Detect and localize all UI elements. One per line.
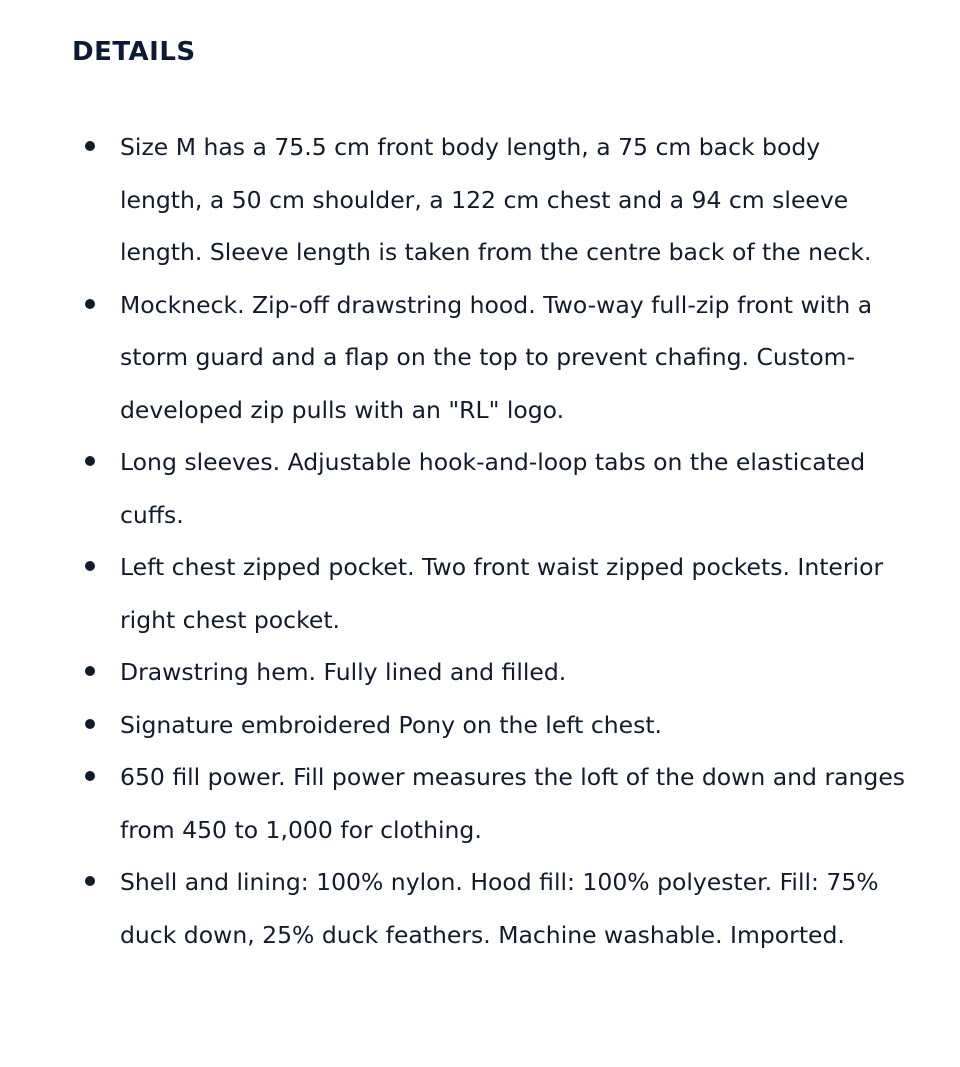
detail-text: Signature embroidered Pony on the left chest.: [120, 710, 663, 739]
detail-text: 650 fill power. Fill power measures the loft of the down and ranges from 450 to 1,000 for clothing.: [120, 763, 906, 844]
details-heading: DETAILS: [72, 37, 196, 67]
detail-text: Mockneck. Zip-off drawstring hood. Two-way full-zip front with a storm guard and a flap on the top to prevent chafing. Custom-developed zip pulls with an "RL" logo.: [120, 290, 873, 424]
detail-item-size: [120, 121, 910, 279]
detail-item-sleeves: [120, 436, 910, 541]
details-list: [120, 121, 910, 961]
detail-item-pony: [120, 699, 910, 752]
bullet-icon: [85, 666, 95, 676]
bullet-icon: [85, 719, 95, 729]
detail-item-fill-power: [120, 751, 910, 856]
bullet-icon: [85, 561, 95, 571]
detail-text: Long sleeves. Adjustable hook-and-loop tabs on the elasticated cuffs.: [120, 448, 866, 529]
bullet-icon: [85, 876, 95, 886]
bullet-icon: [85, 771, 95, 781]
detail-text: Left chest zipped pocket. Two front waist zipped pockets. Interior right chest pocket.: [120, 553, 884, 634]
detail-item-materials: [120, 856, 910, 961]
bullet-icon: [85, 141, 95, 151]
bullet-icon: [85, 456, 95, 466]
detail-item-pockets: [120, 541, 910, 646]
detail-item-mockneck: [120, 279, 910, 437]
detail-item-hem: [120, 646, 910, 699]
detail-text: Shell and lining: 100% nylon. Hood fill: 100% polyester. Fill: 75% duck down, 25% duck feathers. Machine washable. Imported.: [120, 868, 879, 949]
detail-text: Size M has a 75.5 cm front body length, a 75 cm back body length, a 50 cm shoulder, a 122 cm chest and a 94 cm sleeve length. Sleeve length is taken from the centre back of the neck.: [120, 133, 872, 266]
detail-text: Drawstring hem. Fully lined and filled.: [120, 658, 567, 686]
bullet-icon: [85, 299, 95, 309]
